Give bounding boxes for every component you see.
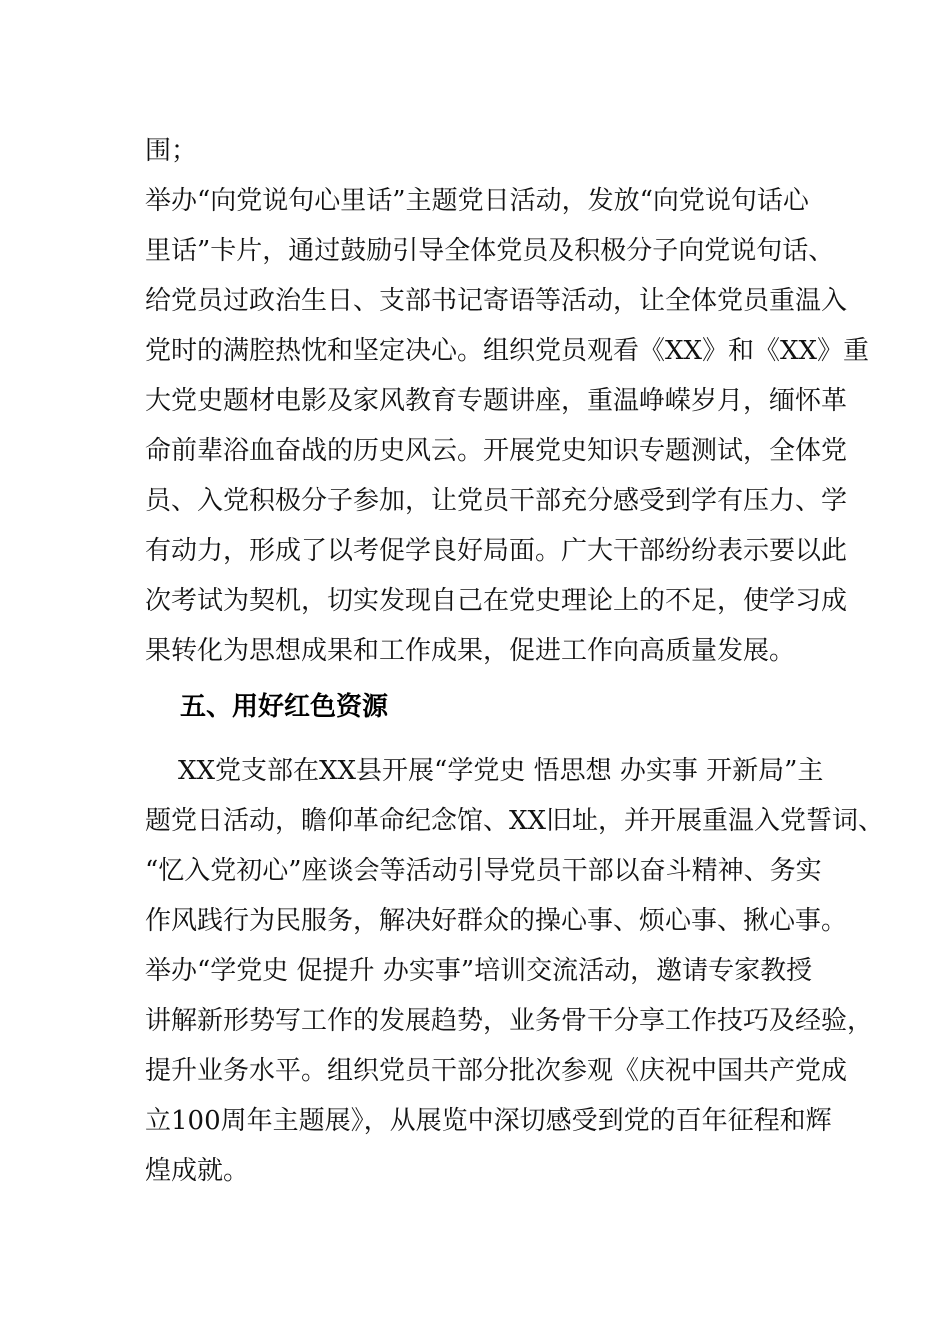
- body-text-line: 大党史题材电影及家风教育专题讲座，重温峥嵘岁月，缅怀革: [145, 386, 848, 416]
- body-text-line: 果转化为思想成果和工作成果，促进工作向高质量发展。: [145, 636, 796, 666]
- body-text-line: 举办“学党史 促提升 办实事”培训交流活动，邀请专家教授: [145, 956, 813, 986]
- body-text-line: 围；: [145, 136, 198, 166]
- body-text-line: 给党员过政治生日、支部书记寄语等活动，让全体党员重温入: [145, 286, 848, 316]
- body-text-line: 讲解新形势写工作的发展趋势，业务骨干分享工作技巧及经验，: [145, 1006, 874, 1036]
- body-text-line: “忆入党初心”座谈会等活动引导党员干部以奋斗精神、务实: [145, 856, 822, 886]
- body-text-line: 煌成就。: [145, 1156, 250, 1186]
- body-text-line: 有动力，形成了以考促学良好局面。广大干部纷纷表示要以此: [145, 536, 848, 566]
- body-text-line: 提升业务水平。组织党员干部分批次参观《庆祝中国共产党成: [145, 1056, 848, 1086]
- body-text-line: 次考试为契机，切实发现自己在党史理论上的不足，使学习成: [145, 586, 848, 616]
- body-text-line: 员、入党积极分子参加，让党员干部充分感受到学有压力、学: [145, 486, 848, 516]
- body-text-line: 立100周年主题展》，从展览中深切感受到党的百年征程和辉: [145, 1106, 832, 1136]
- body-text-line: 党时的满腔热忱和坚定决心。组织党员观看《XX》和《XX》重: [145, 336, 870, 366]
- body-text-line: XX党支部在XX县开展“学党史 悟思想 办实事 开新局”主: [178, 756, 824, 786]
- body-text-line: 命前辈浴血奋战的历史风云。开展党史知识专题测试，全体党: [145, 436, 848, 466]
- body-text-line: 里话”卡片，通过鼓励引导全体党员及积极分子向党说句话、: [145, 236, 835, 266]
- body-text-line: 举办“向党说句心里话”主题党日活动，发放“向党说句话心: [145, 186, 809, 216]
- body-text-line: 作风践行为民服务，解决好群众的操心事、烦心事、揪心事。: [145, 906, 848, 936]
- body-text-line: 题党日活动，瞻仰革命纪念馆、XX旧址，并开展重温入党誓词、: [145, 806, 885, 836]
- section-heading: 五、用好红色资源: [180, 692, 389, 722]
